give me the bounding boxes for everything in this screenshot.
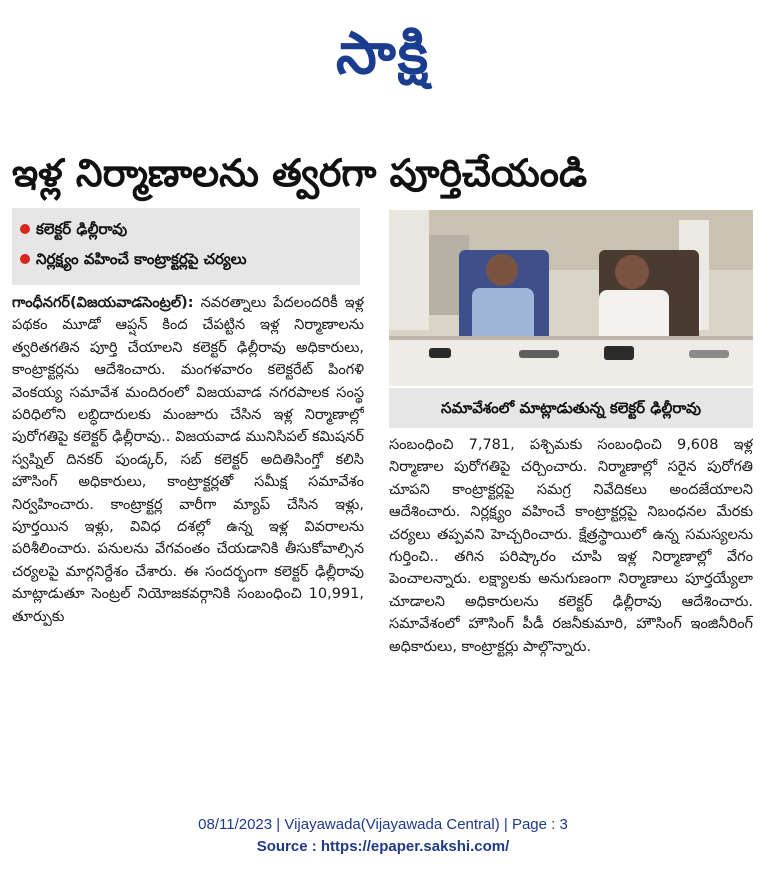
dateline: గాంధీనగర్(విజయవాడసెంట్రల్): [12,295,194,311]
footer [0,814,766,858]
article-column-left [12,292,364,762]
article-text-left: నవరత్నాలు పేదలందరికీ ఇళ్ల పథకం మూడో ఆప్షన్ కింద చేపట్టిన ఇళ్ల నిర్మాణాలను త్వరితగతిన పూర్తి చేయాలని కలెక్టర్ ఢిల్లీరావు అధికారులు, కాంట్రాక్టర్లను ఆదేశించారు. మంగళవారం కలెక్టరేట్ పింగళి వెంకయ్య సమావేశ మందిరంలో విజయవాడ నగరపాలక సంస్థ పరిధిలోని లబ్ధిదారులకు మంజూరు చేసిన ఇళ్ల నిర్మాణాల్లో పురోగతిపై కలెక్టర్ ఢిల్లీరావు.. విజయవాడ మునిసిపల్ కమిషనర్ స్వప్నిల్ దినకర్ పుండ్కర్, సబ్ కలెక్టర్ అదితిసింగ్తో కలిసి హౌసింగ్ అధికారులు, కాంట్రాక్టర్లతో సమీక్ష సమావేశం నిర్వహించారు. కాంట్రాక్టర్ల వారీగా మ్యాప్ చేసిన ఇళ్లు, పూర్తయిన ఇళ్లు, వివిధ దశల్లో ఉన్న ఇళ్ల వివరాలను పరిశీలించారు. పనులను వేగవంతం చేయడానికి తీసుకోవాల్సిన చర్యలపై మార్గనిర్దేశం చేశారు. ఈ సందర్భంగా కలెక్టర్ ఢిల్లీరావు మాట్లాడుతూ సెంట్రల్ నియోజకవర్గానికి సంబంధించి 10,991, తూర్పుకు [12,295,364,625]
subhead-text: నిర్లక్ష్యం వహించే కాంట్రాక్టర్లపై చర్యలు [36,250,247,268]
subhead-item [20,244,352,274]
red-bullet-icon [20,254,30,264]
masthead [0,10,766,96]
footer-edition-info: 08/11/2023 | Vijayawada(Vijayawada Central) | Page : 3 [198,816,568,833]
meeting-photo [389,210,753,386]
subhead-item [20,214,352,244]
subheads-box [12,208,360,285]
masthead-logo: సాక్షి [335,19,431,87]
article-column-right [389,434,753,770]
headline: ఇళ్ల నిర్మాణాలను త్వరగా పూర్తిచేయండి [12,151,588,195]
article-text-right: సంబంధించి 7,781, పశ్చిమకు సంబంధించి 9,608 ఇళ్ల నిర్మాణాల పురోగతిపై చర్చించారు. నిర్మాణాల్లో సరైన పురోగతి చూపని కాంట్రాక్టర్లపై సమగ్ర నివేదికలు అందజేయాలని ఆదేశించారు. నిర్లక్ష్యం వహించే కాంట్రాక్టర్లపై నిబంధనల మేరకు చర్యలు తప్పవని హెచ్చరించారు. క్షేత్రస్థాయిలో ఉన్న సమస్యలను గుర్తించి.. తగిన పరిష్కారం చూపి ఇళ్ల నిర్మాణాల్లో వేగం పెంచాలన్నారు. లక్ష్యాలకు అనుగుణంగా నిర్మాణాలు పూర్తయ్యేలా చూడాలని అధికారులను కలెక్టర్ ఢిల్లీరావు ఆదేశించారు. సమావేశంలో హౌసింగ్ పీడీ రజనీకుమారి, హౌసింగ్ ఇంజినీరింగ్ అధికారులు, కాంట్రాక్టర్లు పాల్గొన్నారు. [389,437,753,655]
red-bullet-icon [20,224,30,234]
subhead-text: కలెక్టర్ ఢిల్లీరావు [36,220,128,238]
footer-source-link[interactable]: Source : https://epaper.sakshi.com/ [256,838,510,855]
photo-caption: సమావేశంలో మాట్లాడుతున్న కలెక్టర్ ఢిల్లీరావు [389,388,753,428]
